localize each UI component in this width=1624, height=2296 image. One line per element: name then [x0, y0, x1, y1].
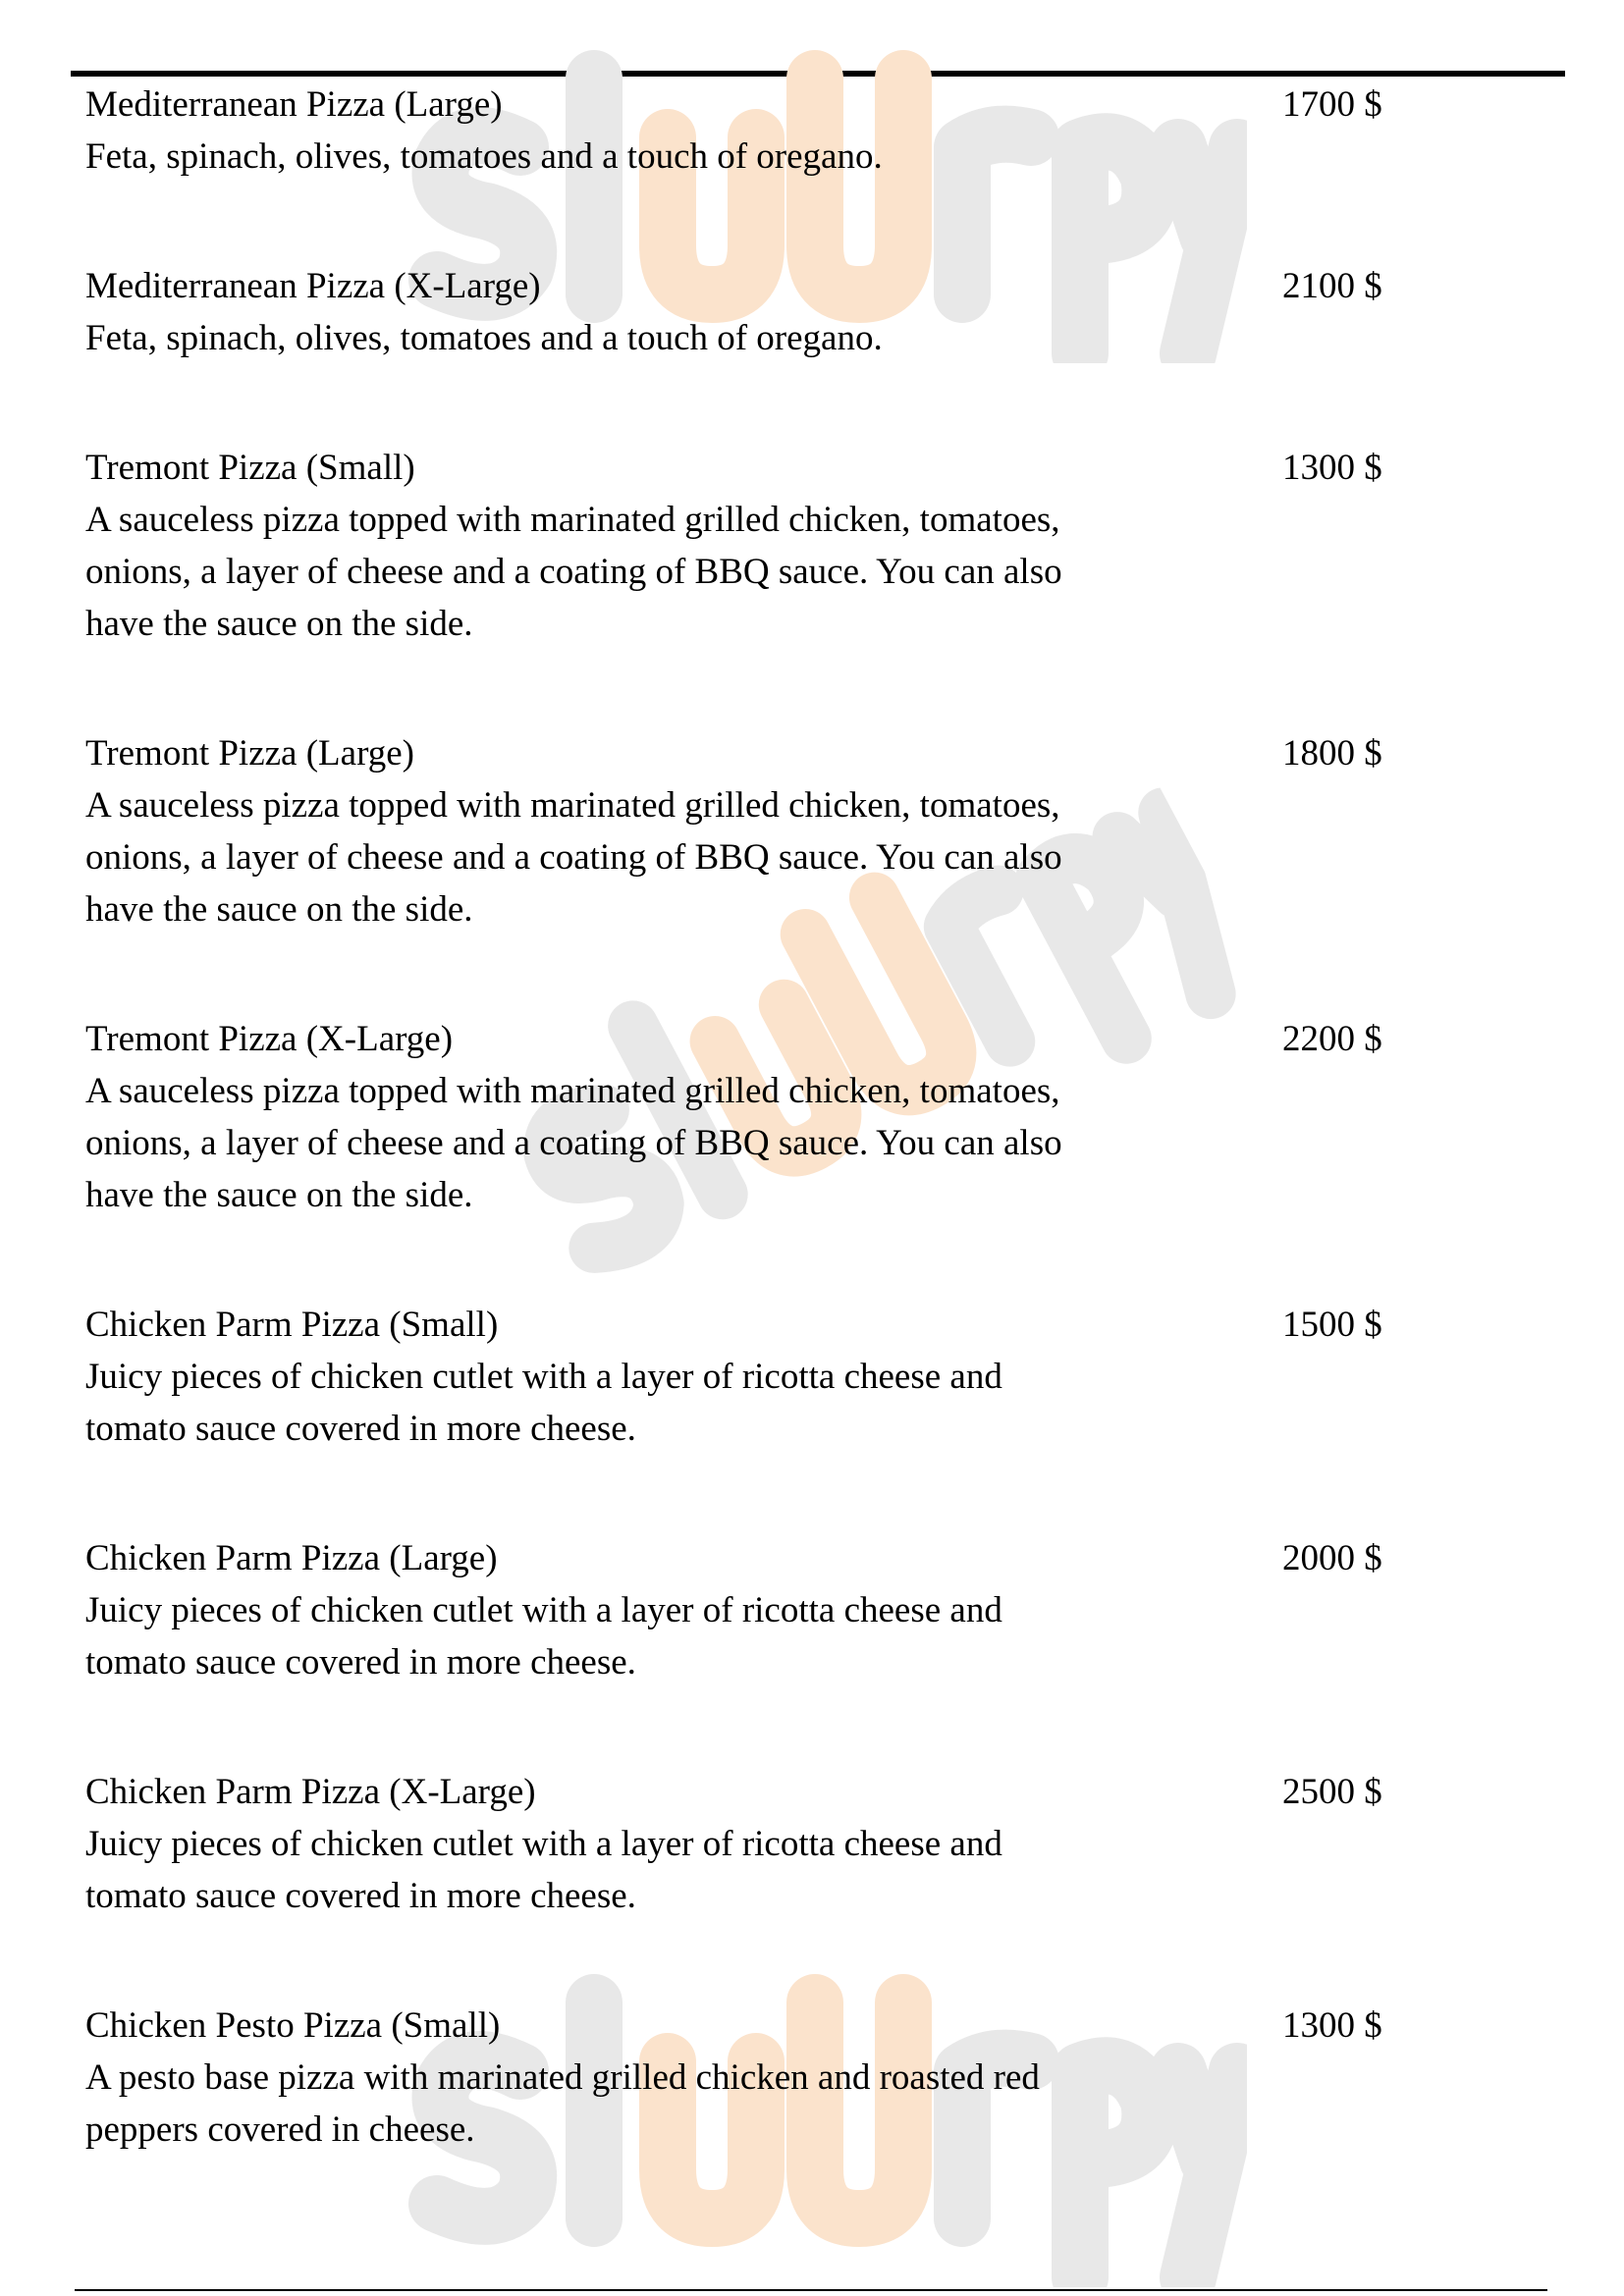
item-description: tomato sauce covered in more cheese.	[85, 1876, 636, 1916]
item-description: A sauceless pizza topped with marinated grilled chicken, tomatoes,	[85, 1071, 1060, 1111]
menu-list	[85, 79, 1539, 2233]
item-title: Tremont Pizza (Small)	[85, 448, 415, 488]
item-description: A sauceless pizza topped with marinated grilled chicken, tomatoes,	[85, 785, 1060, 826]
menu-item	[85, 1766, 1539, 1922]
item-title: Mediterranean Pizza (X-Large)	[85, 266, 541, 306]
item-description: Juicy pieces of chicken cutlet with a layer of ricotta cheese and	[85, 1590, 1002, 1630]
item-title: Chicken Parm Pizza (X-Large)	[85, 1772, 536, 1812]
item-description: A sauceless pizza topped with marinated grilled chicken, tomatoes,	[85, 500, 1060, 540]
menu-item	[85, 260, 1539, 364]
item-description: peppers covered in cheese.	[85, 2109, 475, 2150]
item-header	[85, 1766, 1539, 1818]
item-title: Tremont Pizza (Large)	[85, 733, 414, 774]
item-header	[85, 442, 1539, 494]
item-title: Mediterranean Pizza (Large)	[85, 84, 503, 125]
item-header	[85, 1013, 1539, 1065]
item-header	[85, 79, 1539, 131]
item-header	[85, 1299, 1539, 1351]
item-description: A pesto base pizza with marinated grilled chicken and roasted red	[85, 2057, 1040, 2098]
item-description: onions, a layer of cheese and a coating of BBQ sauce. You can also	[85, 552, 1062, 592]
item-title: Chicken Parm Pizza (Large)	[85, 1538, 498, 1578]
item-description: have the sauce on the side.	[85, 1175, 473, 1215]
item-price: 1700 $	[1282, 84, 1382, 125]
menu-item	[85, 442, 1539, 650]
item-price: 2100 $	[1282, 266, 1382, 306]
menu-item	[85, 1532, 1539, 1688]
item-description: have the sauce on the side.	[85, 889, 473, 930]
item-header	[85, 2000, 1539, 2052]
item-description: Juicy pieces of chicken cutlet with a layer of ricotta cheese and	[85, 1357, 1002, 1397]
item-description: onions, a layer of cheese and a coating of BBQ sauce. You can also	[85, 1123, 1062, 1163]
top-rule	[71, 71, 1565, 77]
item-title: Chicken Parm Pizza (Small)	[85, 1305, 499, 1345]
item-price: 1500 $	[1282, 1305, 1382, 1345]
menu-item	[85, 727, 1539, 935]
item-description: onions, a layer of cheese and a coating of BBQ sauce. You can also	[85, 837, 1062, 878]
item-description: have the sauce on the side.	[85, 604, 473, 644]
item-description: Feta, spinach, olives, tomatoes and a touch of oregano.	[85, 136, 883, 177]
item-price: 1300 $	[1282, 448, 1382, 488]
menu-item	[85, 1013, 1539, 1221]
item-description: tomato sauce covered in more cheese.	[85, 1642, 636, 1682]
menu-item	[85, 2000, 1539, 2156]
item-description: Juicy pieces of chicken cutlet with a layer of ricotta cheese and	[85, 1824, 1002, 1864]
item-price: 1800 $	[1282, 733, 1382, 774]
item-header	[85, 1532, 1539, 1584]
item-price: 2200 $	[1282, 1019, 1382, 1059]
item-price: 1300 $	[1282, 2005, 1382, 2046]
item-header	[85, 260, 1539, 312]
bottom-rule	[75, 2289, 1547, 2291]
item-price: 2000 $	[1282, 1538, 1382, 1578]
item-description: Feta, spinach, olives, tomatoes and a touch of oregano.	[85, 318, 883, 358]
menu-item	[85, 79, 1539, 183]
item-title: Chicken Pesto Pizza (Small)	[85, 2005, 501, 2046]
menu-item	[85, 1299, 1539, 1455]
item-price: 2500 $	[1282, 1772, 1382, 1812]
item-description: tomato sauce covered in more cheese.	[85, 1409, 636, 1449]
item-header	[85, 727, 1539, 779]
item-title: Tremont Pizza (X-Large)	[85, 1019, 454, 1059]
